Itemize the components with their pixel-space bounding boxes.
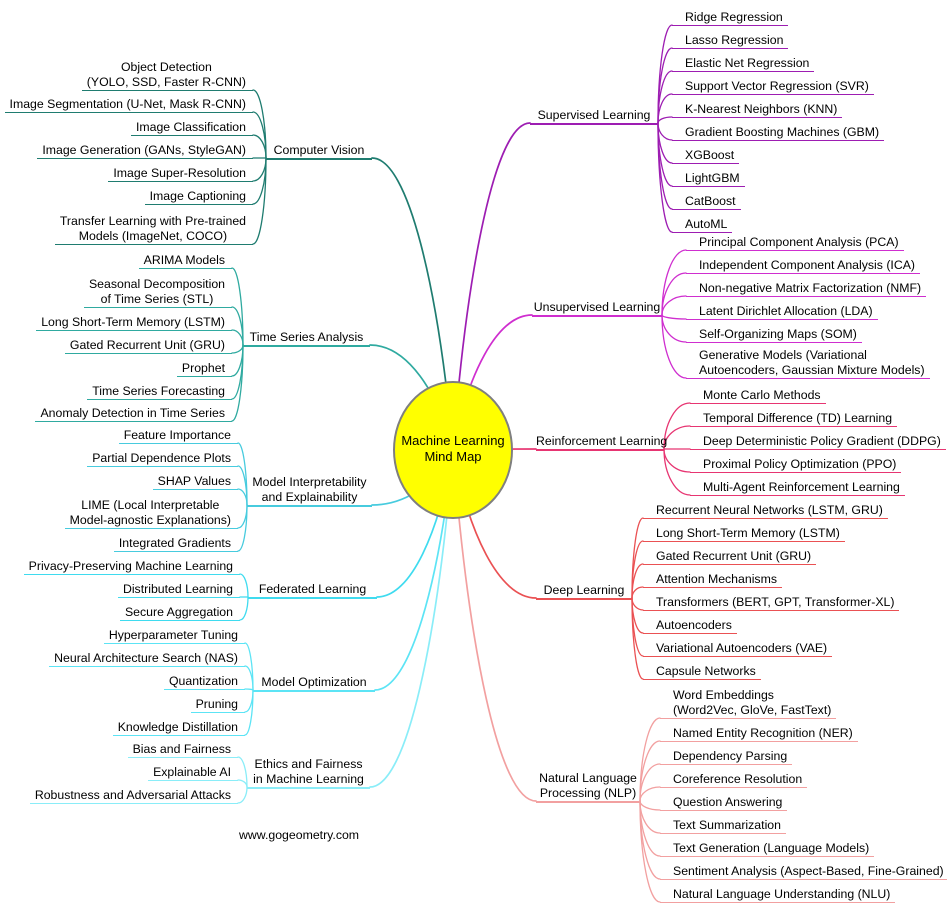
node-line: Monte Carlo Methods	[703, 388, 821, 402]
branch-label-line: Time Series Analysis	[249, 330, 364, 344]
node-line: Deep Deterministic Policy Gradient (DDPG)	[703, 434, 941, 448]
node-supervised-learning-5[interactable]	[672, 125, 884, 141]
node-line: Recurrent Neural Networks (LSTM, GRU)	[656, 503, 883, 517]
node-unsupervised-learning-3[interactable]	[686, 304, 878, 320]
node-computer-vision-5[interactable]	[145, 189, 253, 205]
node-line: Word Embeddings	[673, 688, 774, 702]
node-line: Non-negative Matrix Factorization (NMF)	[699, 281, 922, 295]
node-line: Elastic Net Regression	[685, 56, 810, 70]
node-reinforcement-learning-3[interactable]	[690, 457, 901, 473]
node-natural-language-processing-1[interactable]	[660, 726, 858, 742]
node-natural-language-processing-6[interactable]	[660, 841, 874, 857]
child-curve-model-optimization	[245, 689, 253, 690]
child-curve-supervised-learning	[658, 123, 672, 140]
node-line: Gated Recurrent Unit (GRU)	[656, 549, 812, 563]
node-line: Seasonal Decomposition	[88, 277, 225, 291]
node-line: Image Segmentation (U-Net, Mask R-CNN)	[9, 97, 246, 111]
node-line: Image Captioning	[149, 189, 246, 203]
node-line: Privacy-Preserving Machine Learning	[28, 559, 233, 573]
node-line: Transformers (BERT, GPT, Transformer-XL)	[656, 595, 895, 609]
branch-label-model-optimization[interactable]	[253, 675, 375, 692]
child-curve-time-series-analysis	[232, 268, 243, 345]
node-line: Explainable AI	[153, 765, 231, 779]
node-ethics-and-fairness-0[interactable]	[128, 742, 238, 758]
branch-label-time-series-analysis[interactable]	[243, 330, 370, 347]
node-line: Hyperparameter Tuning	[108, 628, 238, 642]
node-line: Latent Dirichlet Allocation (LDA)	[699, 304, 873, 318]
node-supervised-learning-8[interactable]	[672, 194, 741, 210]
child-curve-ethics-and-fairness	[238, 780, 247, 787]
node-line: Transfer Learning with Pre-trained	[59, 214, 246, 228]
node-deep-learning-4[interactable]	[643, 595, 899, 611]
node-deep-learning-3[interactable]	[643, 572, 782, 588]
child-curve-natural-language-processing	[640, 801, 660, 879]
node-federated-learning-1[interactable]	[118, 582, 240, 598]
child-curve-time-series-analysis	[232, 330, 243, 345]
node-time-series-analysis-5[interactable]	[87, 384, 232, 400]
node-line: Independent Component Analysis (ICA)	[699, 258, 916, 272]
node-line: Gated Recurrent Unit (GRU)	[69, 338, 225, 352]
node-supervised-learning-3[interactable]	[672, 79, 874, 95]
node-line: (YOLO, SSD, Faster R-CNN)	[86, 75, 246, 89]
child-curve-unsupervised-learning	[662, 315, 686, 319]
node-unsupervised-learning-1[interactable]	[686, 258, 920, 274]
node-line: Bias and Fairness	[132, 742, 231, 756]
node-line: Anomaly Detection in Time Series	[40, 406, 225, 420]
node-time-series-analysis-1[interactable]	[84, 277, 232, 308]
node-natural-language-processing-4[interactable]	[660, 795, 787, 811]
node-line: Autoencoders	[656, 618, 732, 632]
child-curve-model-interpretability	[238, 489, 247, 505]
node-line: (Word2Vec, GloVe, FastText)	[673, 703, 832, 717]
node-time-series-analysis-4[interactable]	[177, 361, 232, 377]
node-line: Natural Language Understanding (NLU)	[673, 887, 891, 901]
branch-label-line: and Explainability	[261, 490, 358, 504]
node-natural-language-processing-5[interactable]	[660, 818, 786, 834]
branch-label-supervised-learning[interactable]	[530, 108, 658, 125]
node-natural-language-processing-0[interactable]	[660, 688, 836, 719]
node-deep-learning-5[interactable]	[643, 618, 737, 634]
node-model-optimization-4[interactable]	[113, 720, 245, 736]
node-line: Coreference Resolution	[673, 772, 803, 786]
branch-label-line: Computer Vision	[273, 143, 365, 157]
node-line: Time Series Forecasting	[92, 384, 225, 398]
branch-label-model-interpretability[interactable]	[247, 475, 372, 507]
node-line: Dependency Parsing	[673, 749, 788, 763]
child-curve-model-optimization	[245, 690, 253, 735]
node-line: Prophet	[181, 361, 225, 375]
node-line: Partial Dependence Plots	[92, 451, 231, 465]
node-deep-learning-2[interactable]	[643, 549, 816, 565]
node-line: Gradient Boosting Machines (GBM)	[685, 125, 880, 139]
node-ethics-and-fairness-2[interactable]	[30, 788, 238, 804]
node-line: Sentiment Analysis (Aspect-Based, Fine-Grained)	[673, 864, 944, 878]
node-line: Robustness and Adversarial Attacks	[34, 788, 231, 802]
node-unsupervised-learning-5[interactable]	[686, 348, 930, 379]
node-deep-learning-7[interactable]	[643, 664, 761, 680]
node-line: Proximal Policy Optimization (PPO)	[703, 457, 897, 471]
node-line: Principal Component Analysis (PCA)	[699, 235, 899, 249]
child-curve-deep-learning	[632, 587, 643, 598]
node-reinforcement-learning-1[interactable]	[690, 411, 897, 427]
node-line: Text Summarization	[673, 818, 781, 832]
branch-label-deep-learning[interactable]	[536, 583, 632, 600]
node-model-optimization-3[interactable]	[191, 697, 245, 713]
child-curve-deep-learning	[632, 518, 643, 598]
node-computer-vision-1[interactable]	[5, 97, 253, 113]
child-curve-time-series-analysis	[232, 345, 243, 421]
branch-label-unsupervised-learning[interactable]	[532, 300, 662, 317]
node-supervised-learning-2[interactable]	[672, 56, 814, 72]
branch-label-line: Natural Language	[539, 771, 637, 785]
node-line: Named Entity Recognition (NER)	[673, 726, 853, 740]
node-model-optimization-1[interactable]	[49, 651, 245, 667]
node-line: Ridge Regression	[685, 10, 783, 24]
node-line: Multi-Agent Reinforcement Learning	[703, 480, 900, 494]
node-line: Image Super-Resolution	[113, 166, 246, 180]
node-line: XGBoost	[685, 148, 735, 162]
branch-label-ethics-and-fairness[interactable]	[247, 757, 370, 789]
node-supervised-learning-0[interactable]	[672, 10, 788, 26]
node-line: Variational Autoencoders (VAE)	[656, 641, 828, 655]
node-computer-vision-3[interactable]	[37, 143, 253, 159]
branch-label-line: Reinforcement Learning	[536, 434, 668, 448]
node-deep-learning-1[interactable]	[643, 526, 845, 542]
branch-label-line: Model Interpretability	[252, 475, 367, 489]
node-line: Question Answering	[673, 795, 783, 809]
branch-label-line: in Machine Learning	[253, 772, 364, 786]
child-curve-natural-language-processing	[640, 741, 660, 801]
node-time-series-analysis-3[interactable]	[65, 338, 232, 354]
child-curve-unsupervised-learning	[662, 296, 686, 315]
node-federated-learning-2[interactable]	[120, 605, 240, 621]
child-curve-computer-vision	[253, 158, 266, 181]
node-line: Attention Mechanisms	[656, 572, 777, 586]
node-line: Image Generation (GANs, StyleGAN)	[42, 143, 246, 157]
node-line: Object Detection	[120, 60, 212, 74]
website-url[interactable]: www.gogeometry.com	[239, 828, 360, 842]
node-line: Distributed Learning	[122, 582, 233, 596]
node-line: SHAP Values	[157, 474, 231, 488]
node-line: Quantization	[168, 674, 238, 688]
node-line: Support Vector Regression (SVR)	[685, 79, 869, 93]
child-curve-federated-learning	[240, 574, 248, 597]
branch-label-line: Model Optimization	[261, 675, 367, 689]
node-line: CatBoost	[685, 194, 736, 208]
node-time-series-analysis-6[interactable]	[35, 406, 232, 422]
node-deep-learning-0[interactable]	[643, 503, 888, 519]
child-curve-unsupervised-learning	[662, 315, 686, 378]
node-supervised-learning-4[interactable]	[672, 102, 842, 118]
node-line: Autoencoders, Gaussian Mixture Models)	[699, 363, 925, 377]
child-curve-federated-learning	[240, 597, 248, 620]
branch-label-line: Deep Learning	[543, 583, 625, 597]
child-curve-time-series-analysis	[232, 307, 243, 345]
child-curve-computer-vision	[253, 135, 266, 158]
node-time-series-analysis-0[interactable]	[139, 253, 232, 269]
node-unsupervised-learning-4[interactable]	[686, 327, 862, 343]
node-model-optimization-2[interactable]	[164, 674, 245, 690]
node-natural-language-processing-2[interactable]	[660, 749, 792, 765]
branch-label-line: Ethics and Fairness	[254, 757, 363, 771]
child-curve-deep-learning	[632, 598, 643, 610]
node-reinforcement-learning-0[interactable]	[690, 388, 826, 404]
node-supervised-learning-7[interactable]	[672, 171, 745, 187]
node-line: Pruning	[195, 697, 238, 711]
branch-label-line: Unsupervised Learning	[533, 300, 661, 314]
node-line: Models (ImageNet, COCO)	[78, 229, 228, 243]
node-line: Neural Architecture Search (NAS)	[54, 651, 238, 665]
node-supervised-learning-1[interactable]	[672, 33, 788, 49]
node-line: Model-agnostic Explanations)	[69, 513, 231, 527]
child-curve-supervised-learning	[658, 48, 672, 123]
node-time-series-analysis-2[interactable]	[36, 315, 232, 331]
node-unsupervised-learning-2[interactable]	[686, 281, 926, 297]
branch-label-line: Federated Learning	[258, 582, 367, 596]
node-computer-vision-2[interactable]	[131, 120, 253, 136]
node-computer-vision-6[interactable]	[55, 214, 253, 245]
branch-label-computer-vision[interactable]	[266, 143, 372, 160]
node-line: LightGBM	[685, 171, 740, 185]
central-node-line2: Mind Map	[424, 449, 482, 464]
node-natural-language-processing-7[interactable]	[660, 864, 947, 880]
node-line: Lasso Regression	[685, 33, 784, 47]
node-supervised-learning-9[interactable]	[672, 217, 732, 233]
node-line: Image Classification	[135, 120, 246, 134]
child-curve-ethics-and-fairness	[238, 787, 247, 803]
node-line: Self-Organizing Maps (SOM)	[699, 327, 857, 341]
node-line: Secure Aggregation	[124, 605, 233, 619]
node-line: Long Short-Term Memory (LSTM)	[656, 526, 840, 540]
node-line: Generative Models (Variational	[699, 348, 867, 362]
node-model-interpretability-1[interactable]	[87, 451, 238, 467]
branch-label-reinforcement-learning[interactable]	[536, 434, 668, 451]
node-natural-language-processing-8[interactable]	[660, 887, 895, 903]
node-line: LIME (Local Interpretable	[81, 498, 220, 512]
child-curve-natural-language-processing	[640, 787, 660, 801]
node-natural-language-processing-3[interactable]	[660, 772, 807, 788]
node-line: Integrated Gradients	[118, 536, 231, 550]
child-curve-natural-language-processing	[640, 801, 660, 810]
branch-label-federated-learning[interactable]	[248, 582, 377, 599]
node-line: Long Short-Term Memory (LSTM)	[41, 315, 225, 329]
node-model-interpretability-2[interactable]	[153, 474, 238, 490]
central-node-label[interactable]	[363, 433, 543, 465]
child-curve-time-series-analysis	[232, 345, 243, 353]
node-line: K-Nearest Neighbors (KNN)	[685, 102, 838, 116]
node-line: of Time Series (STL)	[100, 292, 214, 306]
child-curve-reinforcement-learning	[664, 449, 690, 472]
child-curve-supervised-learning	[658, 117, 672, 123]
node-model-interpretability-0[interactable]	[119, 428, 238, 444]
node-ethics-and-fairness-1[interactable]	[148, 765, 238, 781]
branch-label-natural-language-processing[interactable]	[536, 771, 640, 803]
node-line: ARIMA Models	[143, 253, 225, 267]
child-curve-supervised-learning	[658, 123, 672, 209]
node-line: Feature Importance	[123, 428, 231, 442]
node-line: Text Generation (Language Models)	[673, 841, 870, 855]
node-computer-vision-0[interactable]	[82, 60, 253, 91]
node-model-interpretability-3[interactable]	[65, 498, 238, 529]
node-deep-learning-6[interactable]	[643, 641, 832, 657]
child-curve-reinforcement-learning	[664, 426, 690, 449]
node-computer-vision-4[interactable]	[108, 166, 253, 182]
central-node-line1: Machine Learning	[401, 433, 505, 448]
node-line: AutoML	[685, 217, 728, 231]
node-federated-learning-0[interactable]	[24, 559, 240, 575]
node-reinforcement-learning-2[interactable]	[690, 434, 946, 450]
node-model-optimization-0[interactable]	[104, 628, 245, 644]
node-supervised-learning-6[interactable]	[672, 148, 739, 164]
branch-label-line: Supervised Learning	[537, 108, 651, 122]
branch-label-line: Processing (NLP)	[539, 786, 637, 800]
node-unsupervised-learning-0[interactable]	[686, 235, 904, 251]
node-line: Capsule Networks	[656, 664, 756, 678]
node-model-interpretability-4[interactable]	[114, 536, 238, 552]
node-reinforcement-learning-4[interactable]	[690, 480, 905, 496]
node-line: Knowledge Distillation	[117, 720, 238, 734]
node-line: Temporal Difference (TD) Learning	[703, 411, 893, 425]
